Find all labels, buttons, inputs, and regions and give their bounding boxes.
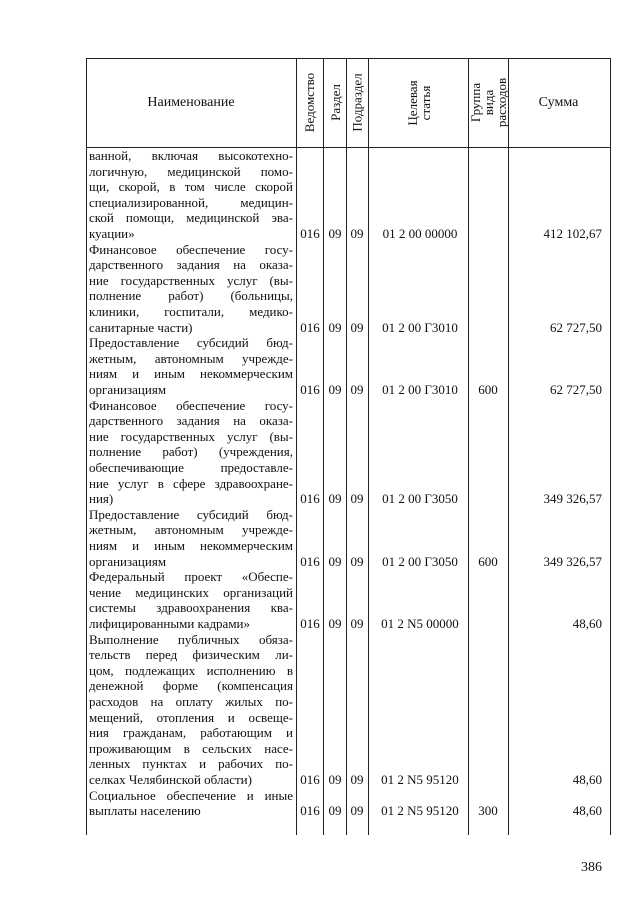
row-summa: 412 102,67 (543, 226, 602, 241)
header-name: Наименование (147, 94, 235, 110)
row-name-line: системы здравоохранения ква- (89, 600, 293, 616)
row-summa: 62 727,50 (550, 319, 602, 335)
row-name-line: Федеральный проект «Обеспе- (89, 569, 293, 585)
row-name-line: мещений, отопления и освеще- (89, 709, 293, 725)
row-celevaya: 01 2 N5 95120 (381, 772, 459, 787)
row-podrazdel: 09 (350, 553, 364, 569)
row-name-line: щи, скорой, в том числе скорой (89, 179, 293, 195)
row-podrazdel: 09 (350, 616, 364, 631)
column-divider (468, 58, 469, 835)
row-summa: 349 326,57 (543, 553, 602, 569)
row-name-line: Предоставление субсидий бюд- (89, 335, 293, 351)
column-divider (508, 58, 509, 835)
row-summa: 48,60 (572, 772, 602, 787)
row-name-line: организациям (89, 553, 167, 569)
row-name-line: Социальное обеспечение и иные (89, 787, 293, 803)
row-razdel: 09 (328, 491, 342, 507)
row-name-line: лифицированными кадрами» (89, 616, 251, 631)
row-summa: 48,60 (572, 803, 602, 819)
row-vedomstvo: 016 (300, 491, 320, 507)
row-celevaya: 01 2 00 Г3010 (382, 319, 458, 335)
row-name-line: санитарные части) (89, 319, 193, 335)
row-name-line: жетным, автономным учрежде- (89, 522, 293, 538)
column-divider (368, 58, 369, 835)
row-podrazdel: 09 (350, 382, 364, 397)
row-vedomstvo: 016 (300, 553, 320, 569)
row-name-line: денежной форме (компенсация (89, 678, 293, 694)
row-summa: 62 727,50 (550, 382, 602, 397)
row-razdel: 09 (328, 616, 342, 631)
row-vedomstvo: 016 (300, 226, 320, 241)
header-summa: Сумма (538, 94, 579, 110)
row-vedomstvo: 016 (300, 803, 320, 819)
row-name-line: организациям (89, 382, 167, 397)
row-razdel: 09 (328, 382, 342, 397)
column-divider (346, 58, 347, 835)
row-name-line: ния) (89, 491, 114, 507)
row-vedomstvo: 016 (300, 319, 320, 335)
row-podrazdel: 09 (350, 772, 364, 787)
row-name-line: Финансовое обеспечение госу- (89, 241, 293, 257)
row-celevaya: 01 2 N5 95120 (381, 803, 459, 819)
row-podrazdel: 09 (350, 226, 364, 241)
row-razdel: 09 (328, 226, 342, 241)
row-name-line: расходов на оплату жилых по- (89, 694, 293, 709)
row-name-line: полнение работ) (учреждения, (89, 444, 293, 460)
row-name-line: ниям и иным некоммерческим (89, 366, 293, 382)
page-number: 386 (581, 860, 602, 875)
row-name-line: ниям и иным некоммерческим (89, 538, 293, 553)
row-summa: 48,60 (572, 616, 602, 631)
row-razdel: 09 (328, 319, 342, 335)
row-name-line: проживающим в сельских насе- (89, 740, 293, 756)
row-name-line: жетным, автономным учрежде- (89, 350, 293, 366)
row-name-line: ние услуг в сфере здравоохране- (89, 475, 293, 491)
row-name-line: Предоставление субсидий бюд- (89, 506, 293, 522)
row-name-line: селках Челябинской области) (89, 772, 252, 787)
row-name-line: полнение работ) (больницы, (89, 288, 293, 304)
row-razdel: 09 (328, 803, 342, 819)
row-celevaya: 01 2 00 Г3050 (382, 553, 458, 569)
row-vedomstvo: 016 (300, 382, 320, 397)
row-name-line: чение медицинских организаций (89, 584, 293, 600)
header-razdel: Раздел (327, 84, 343, 121)
row-name-line: дарственного задания на оказа- (89, 413, 293, 429)
header-gruppa: Группа вида расходов (468, 77, 509, 128)
row-vedomstvo: 016 (300, 772, 320, 787)
row-razdel: 09 (328, 772, 342, 787)
header-podrazdel: Подраздел (350, 73, 366, 132)
row-name-line: Выполнение публичных обяза- (89, 631, 293, 647)
row-name-line: логичную, медицинской помо- (89, 163, 293, 179)
row-podrazdel: 09 (350, 491, 364, 507)
row-celevaya: 01 2 00 Г3010 (382, 382, 458, 397)
row-celevaya: 01 2 N5 00000 (381, 616, 459, 631)
row-celevaya: 01 2 00 00000 (382, 226, 458, 241)
row-razdel: 09 (328, 553, 342, 569)
row-name-line: специализированной, медицин- (89, 194, 293, 210)
header-celevaya: Целевая статья (404, 79, 433, 126)
row-name-line: дарственного задания на оказа- (89, 257, 293, 273)
row-name-line: ванной, включая высокотехно- (89, 148, 293, 163)
row-gruppa: 600 (478, 553, 498, 569)
row-name-line: ленных пунктах и рабочих по- (89, 756, 293, 772)
row-name-line: ние государственных услуг (вы- (89, 272, 293, 288)
row-podrazdel: 09 (350, 803, 364, 819)
row-gruppa: 600 (478, 382, 498, 397)
row-name-line: ние государственных услуг (вы- (89, 428, 293, 444)
row-podrazdel: 09 (350, 319, 364, 335)
row-gruppa: 300 (478, 803, 498, 819)
row-name-line: ния гражданам, работающим и (89, 725, 293, 741)
row-vedomstvo: 016 (300, 616, 320, 631)
row-name-line: обеспечивающие предоставле- (89, 460, 293, 475)
column-divider (296, 58, 297, 835)
row-celevaya: 01 2 00 Г3050 (382, 491, 458, 507)
row-name-line: тельств перед физическим ли- (89, 647, 293, 663)
row-name-line: клиники, госпитали, медико- (89, 304, 293, 319)
column-divider (323, 58, 324, 835)
header-vedomstvo: Ведомство (302, 72, 318, 133)
row-name-line: цом, подлежащих исполнению в (89, 662, 293, 678)
row-name-line: Финансовое обеспечение госу- (89, 397, 293, 413)
row-name-line: ской помощи, медицинской эва- (89, 210, 293, 226)
row-name-line: выплаты населению (89, 803, 201, 819)
row-summa: 349 326,57 (543, 491, 602, 507)
row-name-line: куации» (89, 226, 135, 241)
